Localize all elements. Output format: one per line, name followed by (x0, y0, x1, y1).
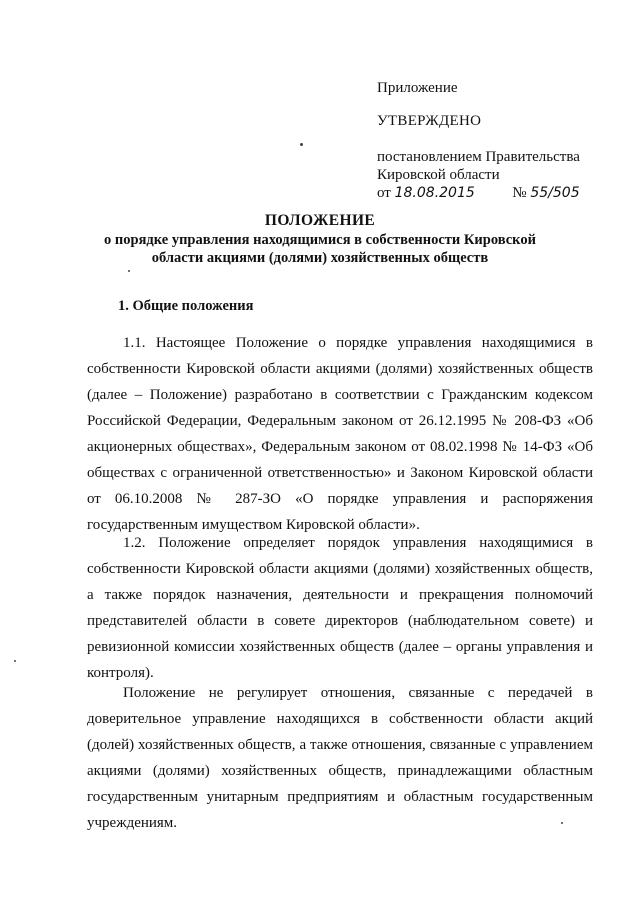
number-prefix: № (512, 185, 527, 201)
paragraph-1-2: 1.2. Положение определяет порядок управления находящимися в собственности Кировской области акциями (долями) хозяйственных обществ, а также порядок назначения, деятельности и прекращения полномочий представителей области в совете директоров (наблюдательном совете) и ревизионной комиссии хозяйственных обществ (далее – органы управления и контроля). (87, 535, 593, 681)
document-subtitle-line-1: о порядке управления находящимися в собственности Кировской (104, 232, 536, 248)
decree-line-1: постановлением Правительства (377, 149, 580, 165)
document-title: ПОЛОЖЕНИЕ (264, 212, 376, 229)
scan-speck (128, 270, 130, 272)
scan-speck (561, 822, 563, 824)
decree-number: 55/505 (530, 185, 580, 201)
scan-speck (14, 660, 16, 662)
paragraph-1-2-continued: Положение не регулирует отношения, связанные с передачей в доверительное управление находящихся в собственности области акций (долей) хозяйственных обществ, а также отношения, связанные с управлением акциями (долями) хозяйственных обществ, принадлежащими областным государственным унитарным предприятиям и областным государственным учреждениям. (87, 685, 593, 831)
decree-line-2: Кировской области (377, 167, 500, 183)
paragraph-1-1: 1.1. Настоящее Положение о порядке управления находящимися в собственности Кировской области акциями (долями) хозяйственных обществ (далее – Положение) разработано в соответствии с Гражданским кодексом Российской Федерации, Федеральным законом от 26.12.1995 № 208-ФЗ «Об акционерных обществах», Федеральным законом от 08.02.1998 № 14-ФЗ «Об обществах с ограниченной ответственностью» и Законом Кировской области от 06.10.2008 № 287-ЗО «О порядке управления и распоряжения государственным имуществом Кировской области». (87, 335, 593, 533)
appendix-label: Приложение (377, 80, 458, 96)
section-heading: 1. Общие положения (118, 298, 254, 314)
decree-date-line (377, 184, 580, 202)
decree-reference (377, 148, 580, 202)
approved-stamp: УТВЕРЖДЕНО (377, 113, 482, 129)
document-subtitle-line-2: области акциями (долями) хозяйственных обществ (151, 250, 489, 266)
scan-speck (300, 143, 303, 146)
decree-date: 18.08.2015 (394, 185, 475, 201)
date-prefix: от (377, 185, 391, 201)
